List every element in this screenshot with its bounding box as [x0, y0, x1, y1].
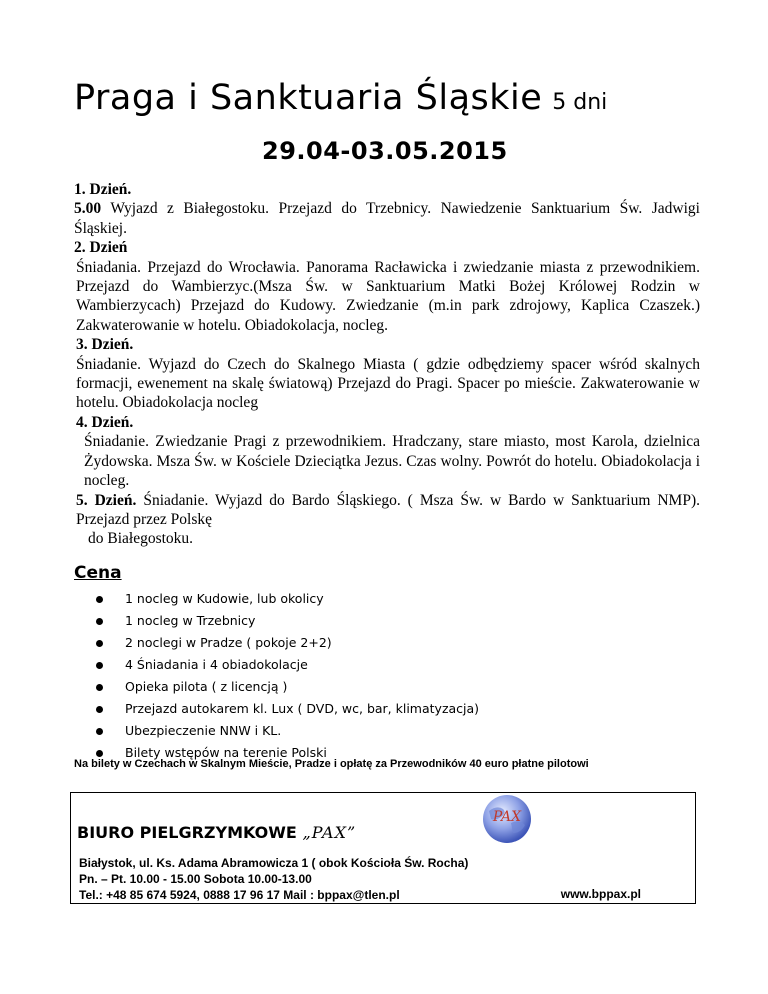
day5-end: do Białegostoku.	[88, 530, 194, 548]
list-item: Ubezpieczenie NNW i KL.	[96, 720, 479, 742]
list-item: Przejazd autokarem kl. Lux ( DVD, wc, bar, klimatyzacja)	[96, 698, 479, 720]
agency-phone-mail: Tel.: +48 85 674 5924, 0888 17 96 17 Mail : bppax@tlen.pl	[79, 888, 400, 902]
day4-heading: 4. Dzień.	[76, 413, 134, 431]
day1-time: 5.00	[74, 200, 102, 218]
trip-duration: 5 dni	[552, 90, 608, 115]
agency-website: www.bppax.pl	[560, 887, 641, 901]
trip-program	[74, 180, 700, 549]
bullet-icon	[96, 706, 103, 713]
trip-dates: 29.04-03.05.2015	[262, 137, 508, 165]
bullet-icon	[96, 728, 103, 735]
day3-heading: 3. Dzień.	[76, 336, 134, 354]
title-text: Praga i Sanktuaria Śląskie	[74, 78, 543, 118]
list-item: Bilety wstępów na terenie Polski	[96, 742, 479, 764]
day2-description: Śniadania. Przejazd do Wrocławia. Panorama Racławicka i zwiedzanie miasta z przewodnikiem. Przejazd do Wambierzyc.(Msza Św. w Sanktuarium Matki Bożej Królowej Rodzin w Wambierzycach) Przejazd do Kudowy. Zwiedzanie (m.in park zdrojowy, Kaplica Czaszek.) Zakwaterowanie w hotelu. Obiadokolacja, nocleg.	[76, 258, 700, 334]
day4-description: Śniadanie. Zwiedzanie Pragi z przewodnikiem. Hradczany, stare miasto, most Karola, dzielnica Żydowska. Msza Św. w Kościele Dzieciątka Jezus. Czas wolny. Powrót do hotelu. Obiadokolacja i nocleg.	[84, 433, 700, 490]
day5-heading: 5. Dzień.	[76, 491, 137, 509]
price-includes-list	[96, 588, 479, 764]
list-item: 1 nocleg w Kudowie, lub okolicy	[96, 588, 479, 610]
agency-hours: Pn. – Pt. 10.00 - 15.00 Sobota 10.00-13.00	[79, 872, 312, 886]
bullet-icon	[96, 596, 103, 603]
day2-heading: 2. Dzień	[74, 239, 128, 257]
logo-text: PAX	[492, 809, 522, 825]
bullet-icon	[96, 750, 103, 757]
day1-description	[74, 199, 700, 238]
agency-brand: „PAX”	[302, 823, 357, 842]
day1-text: Wyjazd z Białegostoku. Przejazd do Trzebnicy. Nawiedzenie Sanktuarium Św. Jadwigi Śląskiej.	[74, 200, 700, 237]
day1-heading: 1. Dzień.	[74, 181, 132, 198]
day3-description: Śniadanie. Wyjazd do Czech do Skalnego Miasta ( gdzie odbędziemy spacer wśród skalnych formacji, ewenement na skalę światową) Przejazd do Pragi. Spacer po mieście. Zakwaterowanie w hotelu. Obiadokolacja nocleg	[76, 355, 700, 412]
bullet-icon	[96, 640, 103, 647]
agency-contact	[79, 855, 468, 903]
globe-logo-icon	[481, 793, 533, 845]
list-item: Opieka pilota ( z licencją )	[96, 676, 479, 698]
agency-footer-box	[70, 792, 696, 904]
trip-title	[74, 78, 714, 118]
price-section-title: Cena	[74, 563, 122, 583]
day5-text: Śniadanie. Wyjazd do Bardo Śląskiego. ( Msza Św. w Bardo w Sanktuarium NMP). Przejazd przez Polskę	[76, 491, 700, 528]
day5-description	[74, 491, 700, 530]
agency-name: BIURO PIELGRZYMKOWE „PAX”	[77, 823, 357, 842]
agency-address: Białystok, ul. Ks. Adama Abramowicza 1 ( obok Kościoła Św. Rocha)	[79, 856, 469, 870]
bullet-icon	[96, 618, 103, 625]
bullet-icon	[96, 662, 103, 669]
bullet-icon	[96, 684, 103, 691]
list-item: 1 nocleg w Trzebnicy	[96, 610, 479, 632]
list-item: 4 Śniadania i 4 obiadokolacje	[96, 654, 479, 676]
list-item: 2 noclegi w Pradze ( pokoje 2+2)	[96, 632, 479, 654]
price-note: Na bilety w Czechach w Skalnym Mieście, Pradze i opłatę za Przewodników 40 euro płatne pilotowi	[74, 758, 589, 770]
